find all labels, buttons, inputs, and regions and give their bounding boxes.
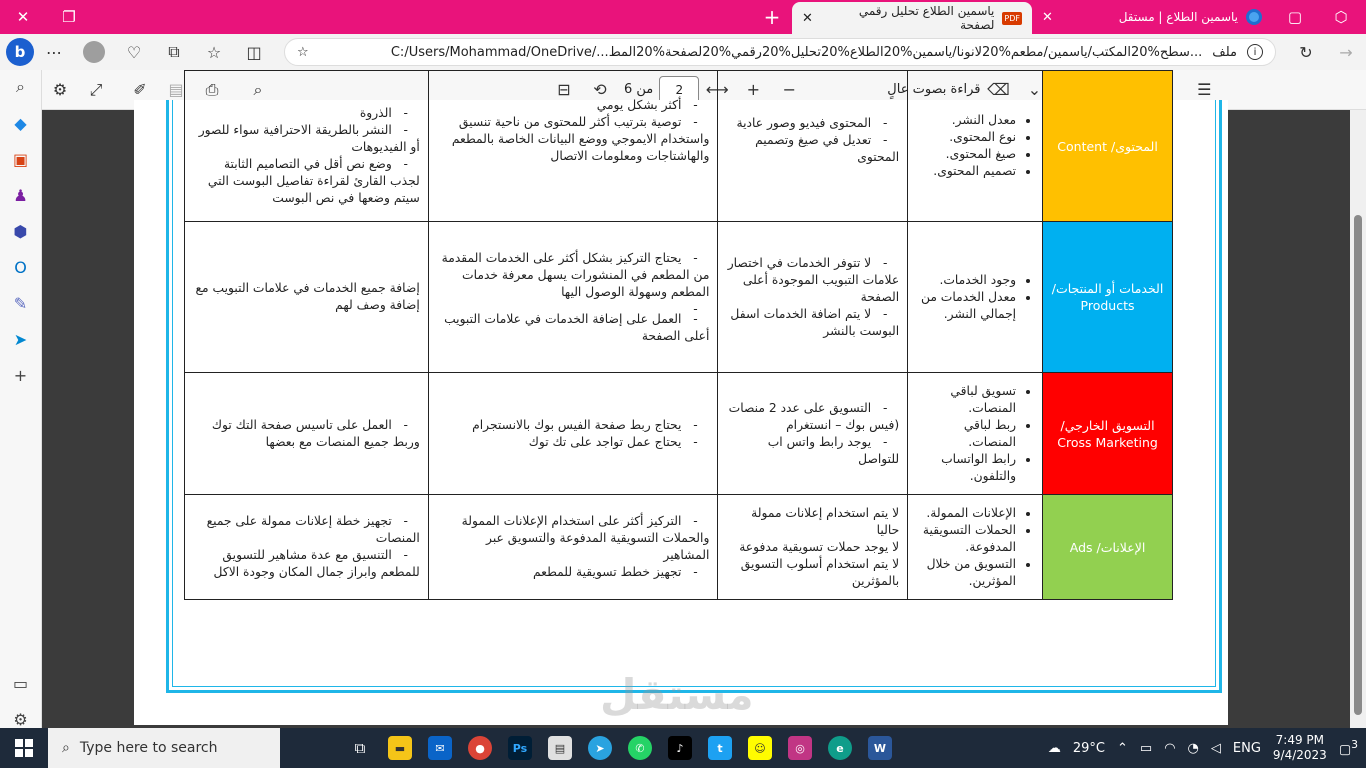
word-icon[interactable]: W	[860, 728, 900, 768]
search-icon[interactable]: ⌕	[16, 77, 25, 96]
notepad-icon[interactable]: ▤	[540, 728, 580, 768]
favorites-icon[interactable]: ☆	[206, 42, 222, 62]
list-item: • نوع المحتوى.	[916, 129, 1016, 146]
dash-list	[193, 513, 420, 581]
list-item: • الإعلانات الممولة.	[916, 505, 1016, 522]
table-cell	[185, 71, 429, 222]
start-button[interactable]	[0, 728, 48, 768]
edge-sidebar	[0, 70, 42, 730]
dash-list	[193, 417, 420, 451]
table-cell: إضافة جميع الخدمات في علامات التبويب مع إضافة وصف لهم	[185, 222, 429, 373]
table-cell	[908, 373, 1043, 495]
list-item: - العمل على إضافة الخدمات في علامات التبويب أعلى الصفحة	[437, 311, 710, 345]
table-cell	[718, 71, 908, 222]
url-prefix: ملف	[1212, 44, 1237, 60]
volume-icon[interactable]: ◁	[1210, 740, 1221, 756]
notifications-icon[interactable]: ▢$^3$	[1338, 738, 1358, 758]
dash-list	[726, 255, 899, 340]
scrollbar-thumb[interactable]	[1354, 215, 1362, 715]
chevron-up-icon[interactable]: ⌃	[1117, 740, 1128, 756]
network-icon[interactable]: ◠	[1164, 740, 1176, 756]
snapchat-icon[interactable]: ☺	[740, 728, 780, 768]
hide-sidebar-icon[interactable]: ▭	[12, 673, 29, 693]
dash-list	[726, 115, 899, 166]
designer-icon[interactable]: ✎	[13, 293, 28, 313]
pdf-viewer	[42, 98, 1366, 730]
table-cell	[428, 222, 718, 373]
fullscreen-icon[interactable]: ⤢	[89, 79, 103, 99]
close-window-button[interactable]: ✕	[16, 8, 30, 26]
favorite-star-icon[interactable]: ☆	[297, 44, 309, 60]
whatsapp-icon[interactable]: ✆	[620, 728, 660, 768]
cell-line: لا يوجد حملات تسويقية مدفوعة	[739, 539, 900, 554]
battery-icon[interactable]: ▭	[1139, 740, 1153, 756]
list-item: • الحملات التسويقية المدفوعة.	[916, 522, 1016, 556]
contents-icon[interactable]: ☰	[1197, 80, 1212, 99]
url-text: C:/Users/Mohammad/OneDrive/...سطح%20المكتب/ياسمين/مطعم%20لانونا/ياسمين%20الطلاع%20تحليل%20رقمي%20لصفحة%20المط...	[390, 44, 1203, 60]
close-tab-icon[interactable]: ✕	[802, 10, 813, 26]
temperature[interactable]: 29°C	[1072, 740, 1105, 756]
taskbar-search[interactable]	[48, 728, 280, 768]
microsoft-365-icon[interactable]: ⬢	[13, 221, 28, 241]
windows-icon	[15, 739, 33, 757]
pdf-icon: PDF	[1004, 13, 1020, 23]
list-item: - العمل على تاسيس صفحة التك توك وربط جميع المنصات مع بعضها	[193, 417, 420, 451]
dash-list	[726, 400, 899, 468]
windows-taskbar	[0, 728, 1366, 768]
zoom-out-icon[interactable]: −	[782, 80, 796, 99]
list-item: - لا تتوفر الخدمات في اختصار علامات التبويب الموجودة أعلى الصفحة	[726, 255, 899, 306]
bing-icon[interactable]: b	[6, 38, 34, 66]
list-item: - الذروة	[193, 105, 420, 122]
watermark-logo: مستقل	[600, 670, 754, 719]
list-item: - لا يتم اضافة الخدمات اسفل البوست بالنشر	[726, 306, 899, 340]
tab-mostaql[interactable]	[1032, 0, 1272, 34]
notification-count: 3	[1351, 738, 1358, 752]
print-icon[interactable]: ⎙	[205, 79, 219, 99]
table-cell	[718, 222, 908, 373]
list-item: - تعديل في صيغ وتصميم المحتوى	[726, 132, 899, 166]
cell-line: لا يتم استخدام أسلوب التسويق بالمؤثرين	[740, 556, 900, 588]
list-item: - يحتاج التركيز بشكل أكثر على الخدمات المقدمة من المطعم في المنشورات يسهل معرفة خدمات المطعم وسهولة الوصول اليها	[437, 250, 710, 301]
list-item: - وضع نص أقل في التصاميم الثابتة لجذب القارئ لقراءة تفاصيل البوست التي سيتم وضعها في نص البوست	[193, 156, 420, 207]
instagram-icon[interactable]: ◎	[780, 728, 820, 768]
tiktok-icon[interactable]: ♪	[660, 728, 700, 768]
find-icon[interactable]: ⌕	[253, 79, 263, 99]
category-cell: المحتوى/ Content	[1043, 71, 1173, 222]
send-icon[interactable]: ➤	[13, 329, 28, 349]
page-number-input[interactable]: 2	[659, 76, 699, 104]
table-cell	[428, 71, 718, 222]
photoshop-icon[interactable]: Ps	[500, 728, 540, 768]
games-icon[interactable]: ♟	[13, 185, 28, 205]
cell-line: لا يتم استخدام إعلانات ممولة حاليا	[751, 505, 900, 537]
list-item: - يحتاج عمل تواجد على تك توك	[437, 434, 710, 451]
tab-pdf[interactable]	[792, 2, 1032, 34]
browser-tab-bar	[0, 0, 1366, 34]
table-row	[185, 71, 1173, 222]
profile-button[interactable]	[74, 41, 114, 63]
list-item: - تجهيز خطة إعلانات ممولة على جميع المنصات	[193, 513, 420, 547]
rotate-icon[interactable]: ⟲	[593, 80, 607, 99]
mostaql-favicon-icon	[1246, 9, 1262, 25]
list-item: - أكثر بشكل يومي	[437, 97, 710, 114]
tools-icon[interactable]: ▣	[12, 149, 29, 169]
wifi-icon[interactable]: ◔	[1187, 740, 1199, 756]
address-bar-row	[0, 34, 1366, 70]
add-icon[interactable]: +	[13, 365, 28, 385]
read-aloud-button[interactable]: قراءة بصوت عالٍ	[887, 82, 981, 97]
page-view-icon[interactable]: ⊟	[557, 80, 571, 99]
dash-list	[437, 250, 710, 345]
list-item: • تصميم المحتوى.	[916, 163, 1016, 180]
list-item: - التركيز أكثر على استخدام الإعلانات الممولة والحملات التسويقية المدفوعة والتسويق عبر المشاهير	[437, 513, 710, 564]
clock-date: 9/4/2023	[1272, 748, 1327, 762]
table-cell	[908, 222, 1043, 373]
list-item: - تجهيز خطط تسويقية للمطعم	[437, 564, 710, 581]
split-screen-icon[interactable]: ◫	[246, 42, 262, 62]
list-item: • صيغ المحتوى.	[916, 146, 1016, 163]
list-item: - النشر بالطريقة الاحترافية سواء للصور أو الفيديوهات	[193, 122, 420, 156]
list-item: • تسويق لباقي المنصات.	[916, 383, 1016, 417]
analysis-table	[184, 70, 1173, 600]
table-cell	[185, 495, 429, 600]
tab-strip-spacer	[92, 0, 752, 34]
tab-actions-icon[interactable]: ▢	[1287, 8, 1303, 26]
save-as-icon[interactable]: ✐	[133, 80, 147, 99]
avatar	[83, 41, 105, 63]
task-view-icon[interactable]: ⧉	[354, 739, 366, 757]
url-field[interactable]	[284, 38, 1276, 66]
system-tray	[1048, 733, 1366, 763]
list-item: - توصية بترتيب أكثر للمحتوى من ناحية تنسيق واستخدام الايموجي ووضع البيانات الخاصة بالمطعم والهاشتاجات ومعلومات الاتصال	[437, 114, 710, 165]
search-icon: ⌕	[62, 740, 70, 756]
list-item: • معدل النشر.	[916, 112, 1016, 129]
clock-time: 7:49 PM	[1275, 733, 1325, 747]
browser-essentials-icon[interactable]: ♡	[126, 42, 142, 62]
list-item: • رابط الواتساب والتلفون.	[916, 451, 1016, 485]
vertical-scrollbar[interactable]	[1350, 110, 1366, 730]
bullet-list	[916, 383, 1034, 485]
more-icon[interactable]: ⋯	[46, 42, 62, 62]
table-cell	[428, 373, 718, 495]
table-cell	[428, 495, 718, 600]
bullet-list	[916, 505, 1034, 590]
twitter-icon[interactable]: t	[700, 728, 740, 768]
close-tab-icon[interactable]: ✕	[1042, 9, 1053, 25]
table-cell	[718, 495, 908, 600]
table-cell	[718, 373, 908, 495]
new-tab-button[interactable]: +	[763, 5, 781, 29]
bullet-list	[916, 272, 1034, 323]
dash-list	[193, 105, 420, 207]
list-spacer	[437, 301, 710, 311]
settings-icon[interactable]: ⚙	[13, 709, 28, 729]
list-item: - المحتوى فيديو وصور عادية	[726, 115, 899, 132]
bullet-list	[916, 112, 1034, 180]
shopping-icon[interactable]: ◆	[14, 113, 27, 133]
save-icon[interactable]: ▤	[168, 80, 184, 99]
tab-title: ياسمين الطلاع تحليل رقمي لصفحة	[858, 4, 995, 32]
weather-icon[interactable]: ☁	[1047, 740, 1061, 756]
mail-icon[interactable]: ✉	[420, 728, 460, 768]
list-item: - التسويق على عدد 2 منصات (فيس بوك – انستغرام	[726, 400, 899, 434]
chevron-down-icon[interactable]: ⌄	[1027, 80, 1042, 99]
list-item: - التنسيق مع عدة مشاهير للتسويق للمطعم وابراز جمال المكان وجودة الاكل	[193, 547, 420, 581]
search-placeholder: Type here to search	[79, 740, 218, 756]
eraser-icon[interactable]: ⌫	[987, 80, 1010, 99]
category-cell: التسويق الخارجي/ Cross Marketing	[1043, 373, 1173, 495]
table-cell	[908, 495, 1043, 600]
category-cell: الإعلانات/ Ads	[1043, 495, 1173, 600]
list-item: - يوجد رابط واتس اب للتواصل	[726, 434, 899, 468]
forward-icon[interactable]: →	[1339, 42, 1353, 62]
list-item: - يحتاج ربط صفحة الفيس بوك بالانستجرام	[437, 417, 710, 434]
collections-icon[interactable]: ⧉	[168, 42, 180, 61]
fit-width-icon[interactable]: ⟷	[705, 80, 729, 99]
table-cell	[908, 71, 1043, 222]
outlook-icon[interactable]: O	[14, 257, 27, 277]
file-explorer-icon[interactable]: ▬	[380, 728, 420, 768]
language-indicator[interactable]: ENG	[1232, 740, 1261, 756]
list-item: • معدل الخدمات من إجمالي النشر.	[916, 289, 1016, 323]
list-item: • ربط لباقي المنصات.	[916, 417, 1016, 451]
settings-icon[interactable]: ⚙	[52, 80, 68, 99]
pdf-page	[134, 100, 1228, 725]
table-cell	[185, 373, 429, 495]
chrome-icon[interactable]: ●	[460, 728, 500, 768]
table-row	[185, 373, 1173, 495]
table-row	[185, 222, 1173, 373]
clock[interactable]	[1273, 733, 1327, 763]
dash-list	[437, 513, 710, 581]
category-cell: الخدمات أو المنتجات/ Products	[1043, 222, 1173, 373]
restore-window-button[interactable]: ❐	[62, 8, 76, 26]
tab-title: ياسمين الطلاع | مستقل	[1118, 10, 1238, 24]
zoom-in-icon[interactable]: +	[746, 80, 760, 99]
list-item: • التسويق من خلال المؤثرين.	[916, 556, 1016, 590]
table-row	[185, 495, 1173, 600]
info-icon[interactable]: i	[1247, 44, 1263, 60]
dash-list	[437, 417, 710, 451]
page-total: من 6	[624, 82, 654, 97]
workspaces-icon[interactable]: ⬡	[1334, 8, 1348, 26]
edge-icon[interactable]: e	[820, 728, 860, 768]
telegram-icon[interactable]: ➤	[580, 728, 620, 768]
dash-list	[437, 97, 710, 165]
list-item: • وجود الخدمات.	[916, 272, 1016, 289]
refresh-icon[interactable]: ↻	[1299, 42, 1313, 62]
